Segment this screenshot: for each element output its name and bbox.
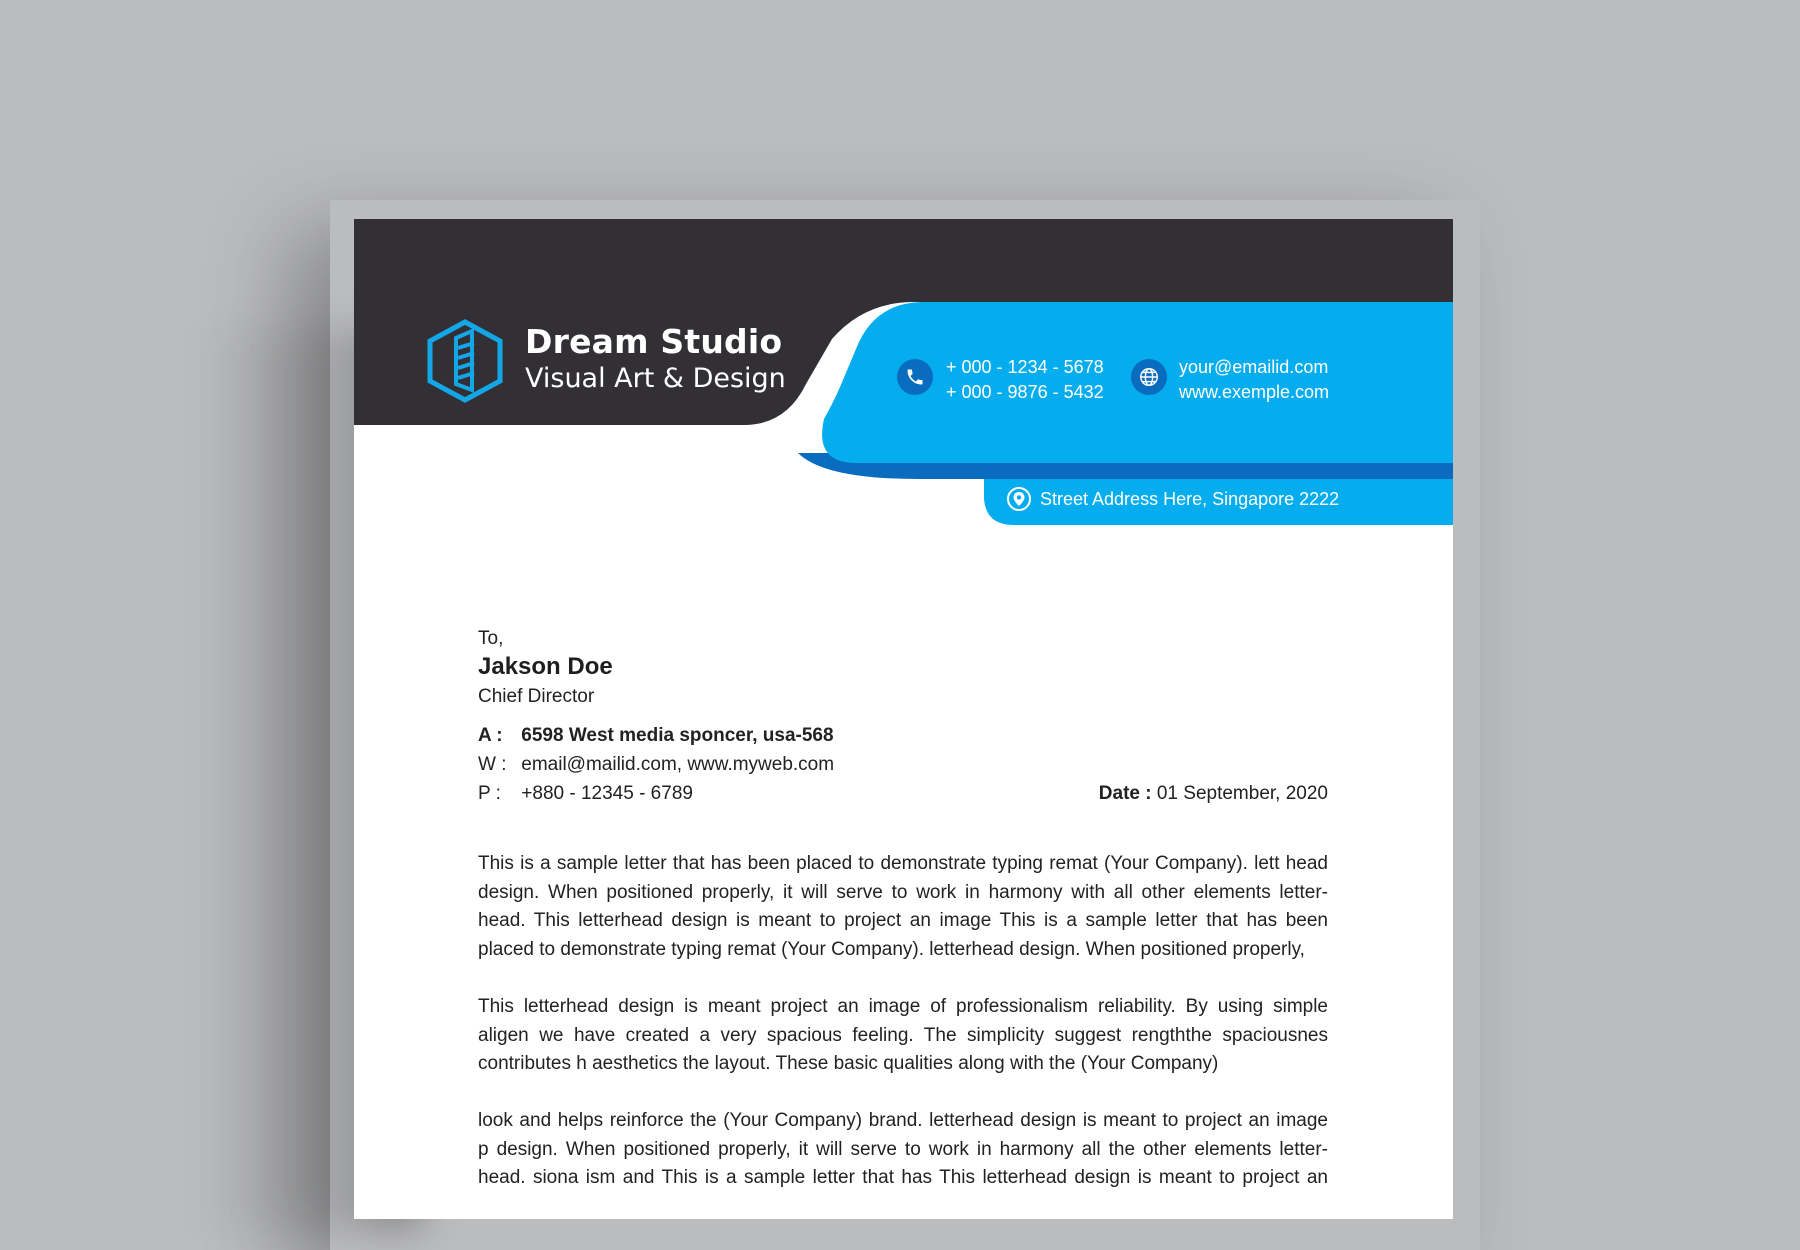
recipient-web-row [478,754,834,776]
paragraph-line: This is a sample letter that has been placed to demonstrate typing remat (Your Company). lett head [478,853,1328,874]
body-paragraph-2 [478,993,1328,1079]
company-tagline: Visual Art & Design [525,363,786,394]
address-label: A : [478,725,503,746]
phone-numbers [946,355,1104,405]
phone-label: P : [478,783,501,804]
paragraph-line: aligen we have created a very spacious feeling. The simplicity suggest rengththe spaciousnes [478,1024,1328,1046]
address-value: 6598 West media sponcer, usa-568 [521,725,834,746]
paragraph-line: contributes h aesthetics the layout. These basic qualities along with the (Your Company) [478,1053,1219,1075]
website-text: www.exemple.com [1179,382,1330,402]
recipient-address-row [478,725,834,747]
paragraph-line: head. This letterhead design is meant to project an image This is a sample letter that has been [478,910,1328,932]
letter-date [1099,783,1328,805]
paragraph-line: p design. When positioned properly, it will serve to work in harmony all the other elements letter- [478,1138,1328,1160]
letterhead-page [354,219,1453,1219]
paragraph-line: design. When positioned properly, it will serve to work in harmony with all other elements letter- [478,881,1328,903]
web-contacts [1179,355,1329,405]
hexagon-logo-icon [426,318,504,404]
paragraph-line: look and helps reinforce the (Your Company) brand. letterhead design is meant to project an image [478,1110,1328,1131]
company-address: Street Address Here, Singapore 2222 [1040,489,1340,509]
web-label: W : [478,754,507,775]
body-paragraph-1 [478,850,1328,965]
body-paragraph-3 [478,1107,1328,1193]
recipient-title: Chief Director [478,686,595,707]
phone-value: +880 - 12345 - 6789 [521,783,693,804]
email-text: your@emailid.com [1179,357,1329,377]
web-value: email@mailid.com, www.myweb.com [521,754,835,775]
date-value: 01 September, 2020 [1156,783,1328,804]
phone-number-1: + 000 - 1234 - 5678 [946,357,1104,377]
recipient-name: Jakson Doe [478,653,613,680]
date-label: Date : [1098,783,1152,804]
salutation: To, [478,628,504,649]
phone-icon [897,359,933,395]
phone-number-2: + 000 - 9876 - 5432 [946,382,1104,402]
company-name: Dream Studio [525,322,783,361]
paragraph-line: head. siona ism and This is a sample letter that has This letterhead design is meant to project an [478,1167,1328,1189]
recipient-phone-row [478,783,693,805]
paragraph-line: This letterhead design is meant project an image of professionalism reliability. By using simple [478,996,1328,1017]
globe-icon [1131,359,1167,395]
paragraph-line: placed to demonstrate typing remat (Your Company). letterhead design. When positioned properly, [478,939,1305,961]
location-pin-icon [1006,486,1032,516]
